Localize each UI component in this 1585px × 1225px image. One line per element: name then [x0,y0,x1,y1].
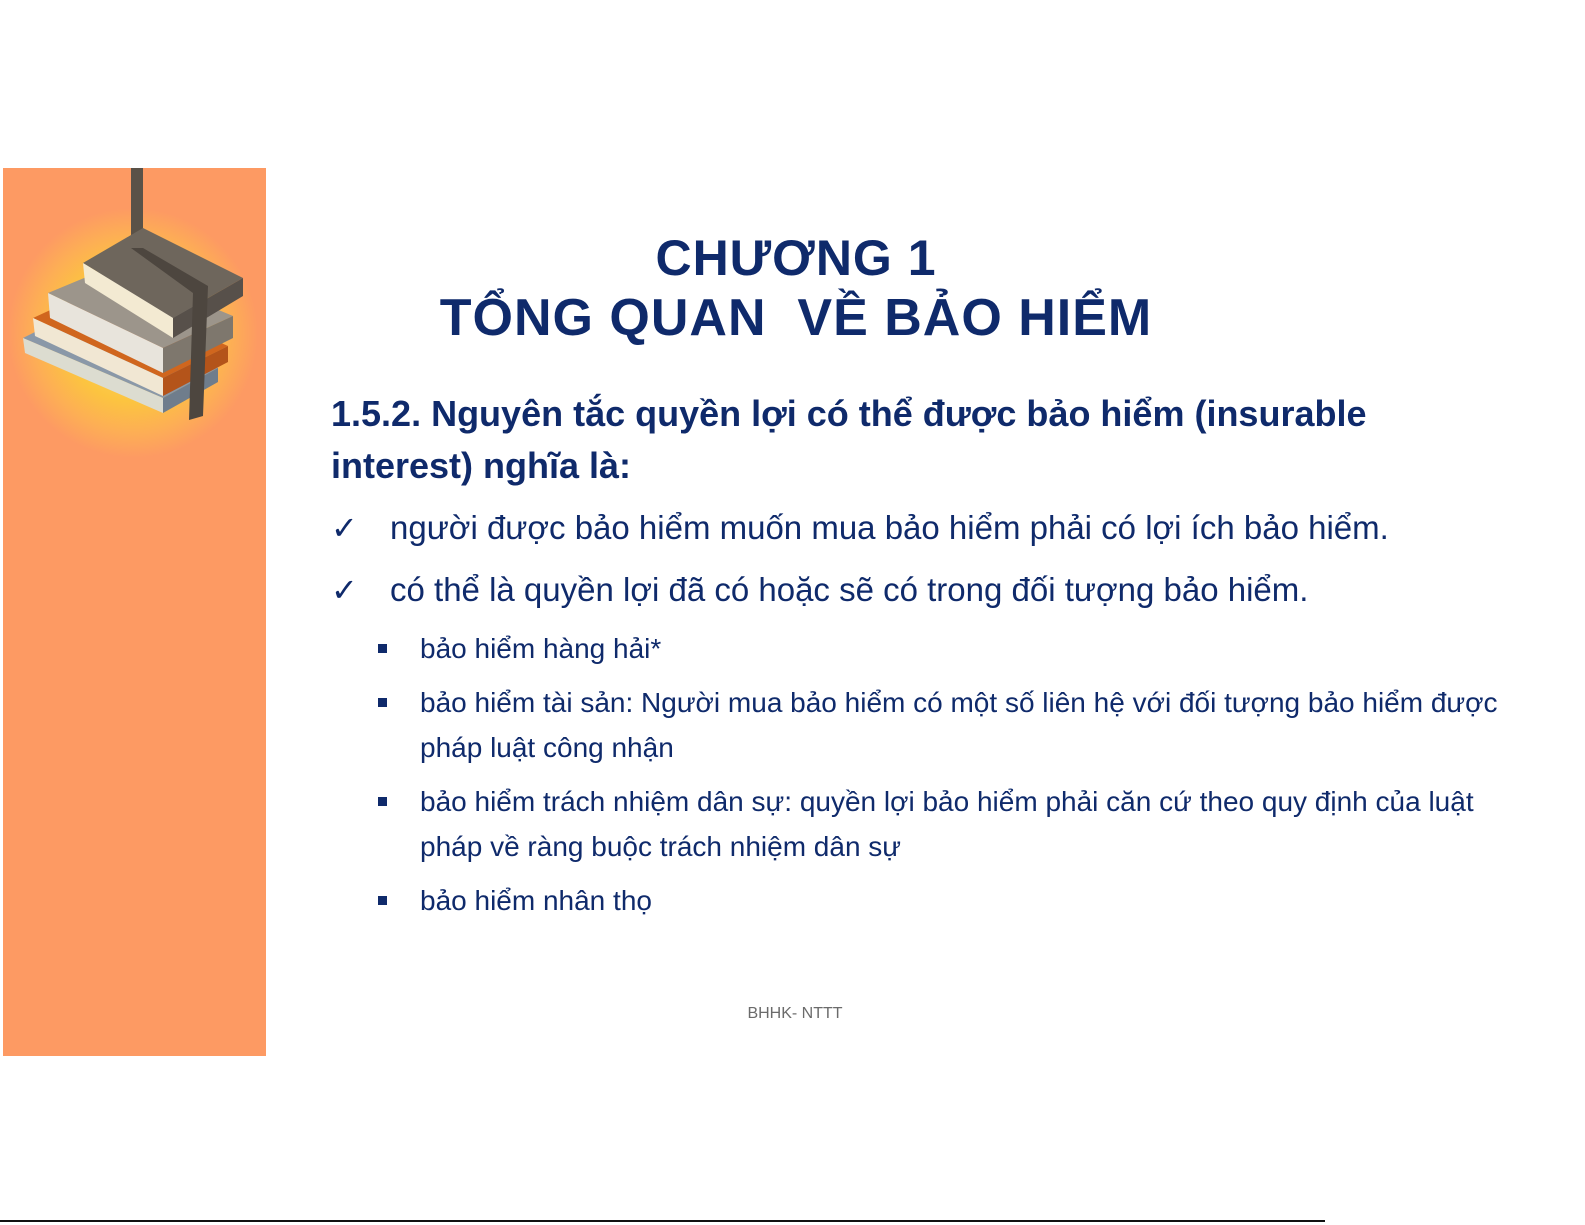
sub-list-item-text: bảo hiểm trách nhiệm dân sự: quyền lợi bảo hiểm phải căn cứ theo quy định của luật pháp về ràng buộc trách nhiệm dân sự [420,786,1474,862]
sub-list-item-text: bảo hiểm nhân thọ [420,885,652,916]
slide-footer: BHHK- NTTT [747,1005,843,1022]
square-bullet-icon [378,797,387,806]
chapter-number: CHƯƠNG 1 [655,230,937,286]
page-divider [0,1220,1325,1222]
square-bullet-icon [378,644,387,653]
square-bullet-icon [378,698,387,707]
chapter-title: TỔNG QUAN VỀ BẢO HIỂM [439,289,1153,347]
slide-title [266,228,1326,348]
slide-body [331,388,1511,932]
sub-list-item-text: bảo hiểm hàng hải* [420,633,662,664]
sub-list-item [331,779,1511,869]
check-icon: ✓ [331,571,358,609]
sub-list-item [331,878,1511,923]
list-item [331,502,1511,554]
sub-list [331,626,1511,923]
section-heading: 1.5.2. Nguyên tắc quyền lợi có thể được bảo hiểm (insurable interest) nghĩa là: [331,393,1367,486]
list-item-text: có thể là quyền lợi đã có hoặc sẽ có trong đối tượng bảo hiểm. [390,571,1309,608]
sub-list-item [331,626,1511,671]
square-bullet-icon [378,896,387,905]
sub-list-item-text: bảo hiểm tài sản: Người mua bảo hiểm có một số liên hệ với đối tượng bảo hiểm được pháp luật công nhận [420,687,1498,763]
stacked-books-with-strap-icon [3,168,266,468]
sub-list-item [331,680,1511,770]
list-item [331,564,1511,616]
list-item-text: người được bảo hiểm muốn mua bảo hiểm phải có lợi ích bảo hiểm. [390,509,1389,546]
check-icon: ✓ [331,509,358,547]
sidebar-decoration [3,168,266,1056]
